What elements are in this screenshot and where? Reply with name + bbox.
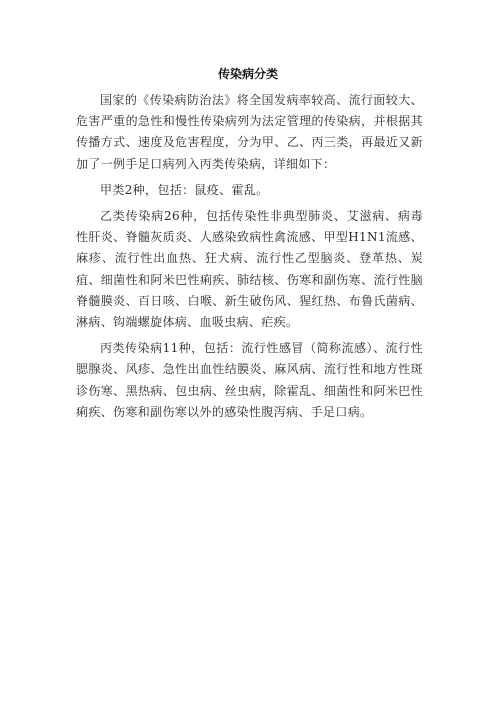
paragraph-class-c: 丙类传染病11种，包括：流行性感冒（简称流感）、流行性腮腺炎、风疹、急性出血性结膜炎、麻风病、流行性和地方性斑诊伤寒、黑热病、包虫病、丝虫病，除霍乱、细菌性和阿米巴性痢疾、伤寒和副伤寒以外的感染性腹泻病、手足口病。 bbox=[76, 341, 423, 419]
document-title: 传染病分类 bbox=[217, 67, 278, 81]
paragraph-intro: 国家的《传染病防治法》将全国发病率较高、流行面较大、危害严重的急性和慢性传染病列为法定管理的传染病，并根据其传播方式、速度及危害程度，分为甲、乙、丙三类，再最近又新加了一例手足口病列入丙类传染病，详细如下： bbox=[76, 93, 423, 171]
document-body bbox=[76, 90, 423, 428]
paragraph-class-b: 乙类传染病26种，包括传染性非典型肺炎、艾滋病、病毒性肝炎、脊髓灰质炎、人感染致病性禽流感、甲型H1N1流感、麻疹、流行性出血热、狂犬病、流行性乙型脑炎、登革热、炭疽、细菌性和阿米巴性痢疾、肺结核、伤寒和副伤寒、流行性脑脊髓膜炎、百日咳、白喉、新生破伤风、猩红热、布鲁氏菌病、淋病、钩端螺旋体病、血吸虫病、疟疾。 bbox=[76, 209, 423, 330]
paragraph-class-a: 甲类2种，包括：鼠疫、霍乱。 bbox=[100, 182, 269, 197]
